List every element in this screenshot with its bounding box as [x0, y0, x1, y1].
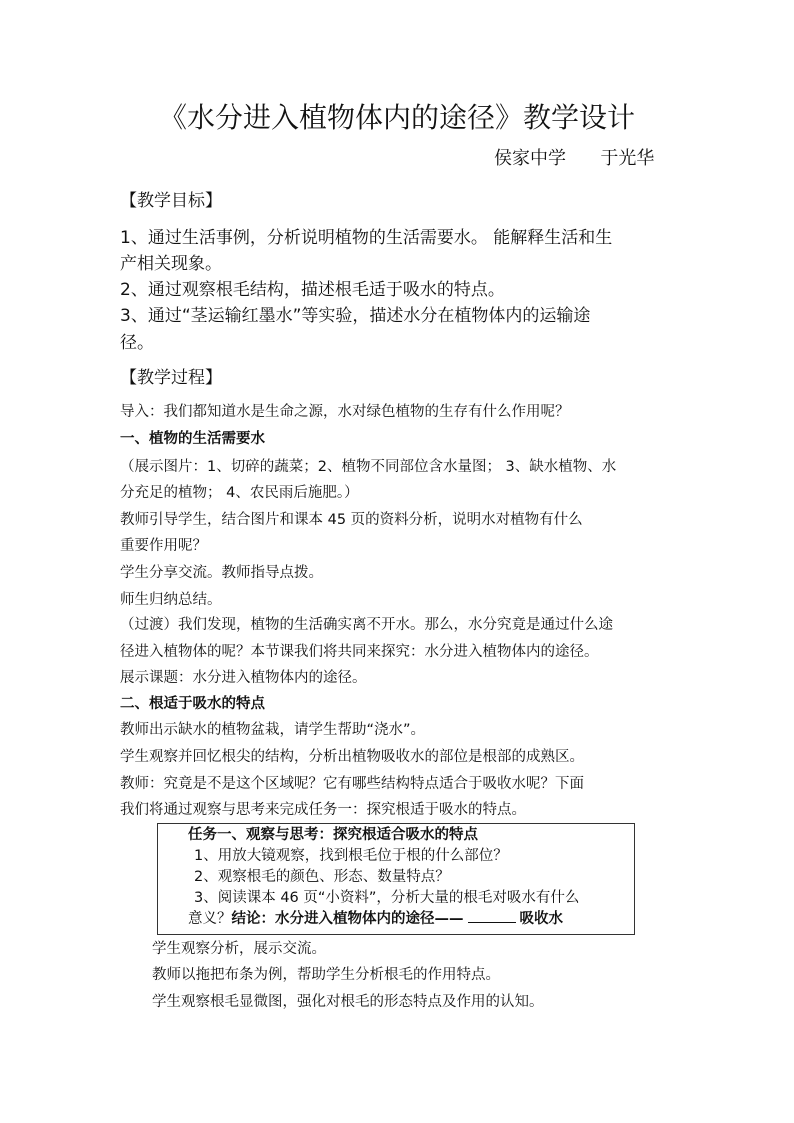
- task-box: [157, 823, 635, 935]
- task-item: 2、观察根毛的颜色、形态、数量特点？: [194, 869, 450, 885]
- section1-line: 重要作用呢？: [120, 538, 207, 554]
- section2-title: 二、根适于吸水的特点: [120, 696, 265, 712]
- task-item: 1、用放大镜观察，找到根毛位于根的什么部位？: [194, 848, 508, 864]
- intro-line: 导入：我们都知道水是生命之源，水对绿色植物的生存有什么作用呢？: [120, 404, 570, 420]
- document-title: 《水分进入植物体内的途径》教学设计: [158, 101, 635, 134]
- section1-title: 一、植物的生活需要水: [120, 431, 265, 447]
- author-name: 于光华: [600, 148, 655, 169]
- task-conclusion-line: [188, 908, 563, 930]
- conclusion-label: 结论：水分进入植物体内的途径——: [231, 911, 464, 927]
- section1-line: 学生分享交流。教师指导点拨。: [120, 565, 323, 581]
- objectives-heading: 【教学目标】: [120, 191, 222, 211]
- task-title: 任务一、观察与思考：探究根适合吸水的特点: [188, 827, 478, 843]
- after-task-line: 学生观察分析，展示交流。: [152, 941, 326, 957]
- task-item-continuation: 意义？: [188, 911, 232, 927]
- section1-line: 展示课题：水分进入植物体内的途径。: [120, 670, 367, 686]
- author-school: 侯家中学: [494, 148, 566, 169]
- section2-line: 教师出示缺水的植物盆栽，请学生帮助“浇水”。: [120, 722, 426, 738]
- task-item: 3、阅读课本 46 页“小资料”，分析大量的根毛对吸水有什么: [194, 890, 580, 906]
- objective-line: 2、通过观察根毛结构，描述根毛适于吸水的特点。: [120, 280, 505, 300]
- section2-line: 我们将通过观察与思考来完成任务一：探究根适于吸水的特点。: [120, 802, 526, 818]
- section2-line: 教师：究竟是不是这个区域呢？它有哪些结构特点适合于吸收水呢？下面: [120, 776, 584, 792]
- section1-line: （过渡）我们发现，植物的生活确实离不开水。那么，水分究竟是通过什么途: [120, 617, 613, 633]
- section1-line: 分充足的植物； 4、农民雨后施肥。）: [120, 485, 359, 501]
- section2-line: 学生观察并回忆根尖的结构，分析出植物吸收水的部位是根部的成熟区。: [120, 749, 584, 765]
- fill-in-blank: [468, 908, 516, 923]
- objective-line: 径。: [120, 333, 154, 353]
- section1-line: 径进入植物体的呢？本节课我们将共同来探究：水分进入植物体内的途径。: [120, 644, 599, 660]
- section1-line: （展示图片：1、切碎的蔬菜；2、植物不同部位含水量图； 3、缺水植物、水: [120, 459, 617, 475]
- process-heading: 【教学过程】: [120, 368, 222, 388]
- objective-line: 1、通过生活事例，分析说明植物的生活需要水。 能解释生活和生: [120, 228, 613, 248]
- conclusion-end: 吸收水: [519, 911, 563, 927]
- objective-line: 产相关现象。: [120, 254, 222, 274]
- section1-line: 教师引导学生，结合图片和课本 45 页的资料分析，说明水对植物有什么: [120, 512, 583, 528]
- after-task-line: 学生观察根毛显微图，强化对根毛的形态特点及作用的认知。: [152, 994, 544, 1010]
- after-task-line: 教师以拖把布条为例，帮助学生分析根毛的作用特点。: [152, 967, 500, 983]
- author-line: [494, 146, 654, 172]
- section1-line: 师生归纳总结。: [120, 592, 222, 608]
- objective-line: 3、通过“茎运输红墨水”等实验，描述水分在植物体内的运输途: [120, 306, 591, 326]
